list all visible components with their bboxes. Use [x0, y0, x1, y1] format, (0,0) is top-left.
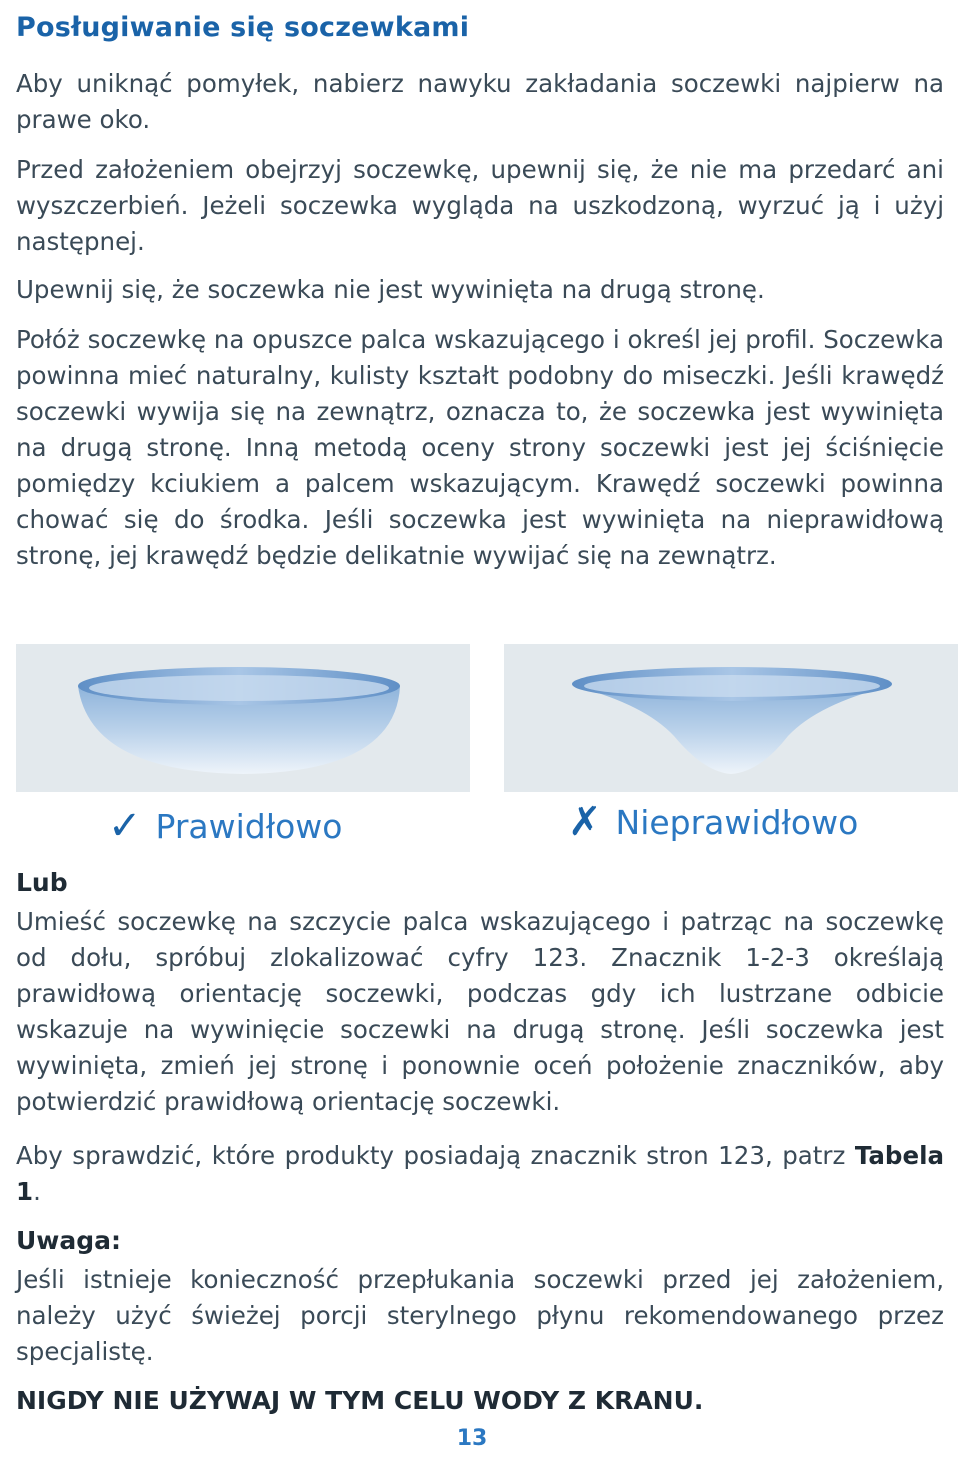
paragraph-right-eye-first: Aby uniknąć pomyłek, nabierz nawyku zakładania soczewki najpierw na prawe oko.	[16, 69, 944, 134]
paragraph-products	[16, 1138, 944, 1210]
lub-heading: Lub	[16, 868, 68, 897]
correct-label: Prawidłowo	[155, 806, 343, 846]
products-text: Aby sprawdzić, które produkty posiadają znacznik stron 123, patrz	[16, 1141, 855, 1170]
paragraph-lens-profile: Połóż soczewkę na opuszce palca wskazującego i określ jej profil. Soczewka powinna mieć naturalny, kulisty kształt podobny do miseczki. Jeśli krawędź soczewki wywija się na zewnątrz, oznacza to, że soczewka jest wywinięta na drugą stronę. Inną metodą oceny strony soczewki jest jej ściśnięcie pomiędzy kciukiem a palcem wskazującym. Krawędź soczewki powinna chować się do środka. Jeśli soczewka jest wywinięta na nieprawidłową stronę, jej krawędź będzie delikatnie wywijać się na zewnątrz.	[16, 325, 944, 570]
paragraph-not-inverted: Upewnij się, że soczewka nie jest wywinięta na drugą stronę.	[16, 275, 765, 304]
paragraph-inspect-lens: Przed założeniem obejrzyj soczewkę, upewnij się, że nie ma przedarć ani wyszczerbień. Jeżeli soczewka wygląda na uszkodzoną, wyrzuć ją i użyj następnej.	[16, 155, 944, 256]
correct-lens-image	[16, 644, 470, 792]
correct-verdict	[108, 803, 343, 849]
tap-water-warning: NIGDY NIE UŻYWAJ W TYM CELU WODY Z KRANU.	[16, 1386, 704, 1415]
cross-icon: ✗	[568, 799, 602, 845]
paragraph-note: Jeśli istnieje konieczność przepłukania soczewki przed jej założeniem, należy użyć świeżej porcji sterylnego płynu rekomendowanego przez specjalistę.	[16, 1265, 944, 1366]
note-heading: Uwaga:	[16, 1226, 122, 1255]
check-icon: ✓	[108, 803, 142, 849]
paragraph-123-marker: Umieść soczewkę na szczycie palca wskazującego i patrząc na soczewkę od dołu, spróbuj zlokalizować cyfry 123. Znacznik 1-2-3 określają prawidłową orientację soczewki, podczas gdy ich lustrzane odbicie wskazuje na wywinięcie soczewki na drugą stronę. Jeśli soczewka jest wywinięta, zmień jej stronę i ponownie oceń położenie znaczników, aby potwierdzić prawidłową orientację soczewki.	[16, 907, 944, 1116]
incorrect-label: Nieprawidłowo	[615, 802, 859, 842]
page-title: Posługiwanie się soczewkami	[16, 12, 470, 43]
incorrect-verdict	[568, 799, 859, 845]
products-end: .	[33, 1177, 41, 1206]
lens-orientation-figures	[16, 644, 960, 854]
table-reference: Tabela 1	[16, 1141, 944, 1206]
page-number: 13	[456, 1426, 488, 1451]
incorrect-lens-image	[504, 644, 958, 792]
